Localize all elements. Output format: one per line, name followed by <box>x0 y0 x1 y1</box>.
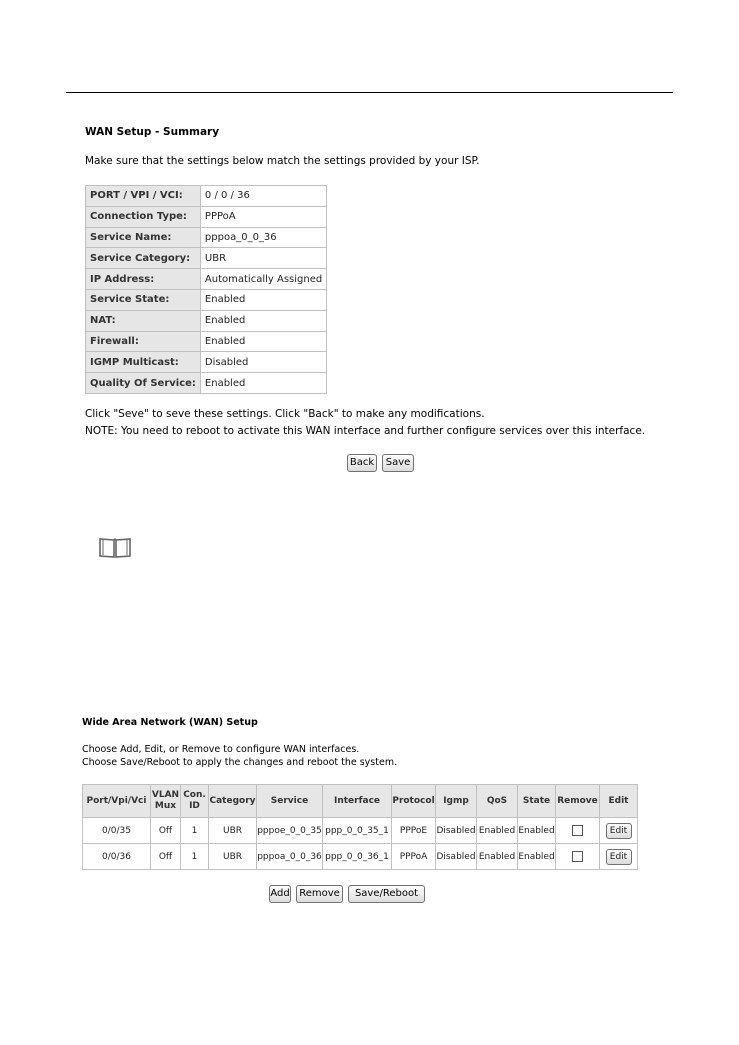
cell-category: UBR <box>209 818 257 844</box>
cell-protocol: PPPoA <box>392 844 436 870</box>
summary-label: NAT: <box>86 310 201 331</box>
summary-value: UBR <box>200 248 326 269</box>
header-rule <box>66 92 673 93</box>
cell-igmp: Disabled <box>436 844 477 870</box>
cell-protocol: PPPoE <box>392 818 436 844</box>
cell-category: UBR <box>209 844 257 870</box>
column-header: Igmp <box>436 785 477 818</box>
summary-row <box>86 352 327 373</box>
summary-row <box>86 269 327 290</box>
column-header: Remove <box>556 785 600 818</box>
edit-button[interactable]: Edit <box>606 823 632 839</box>
column-header: Protocol <box>392 785 436 818</box>
column-header: VLAN Mux <box>151 785 181 818</box>
column-header: Con. ID <box>181 785 209 818</box>
wan-setup-title: Wide Area Network (WAN) Setup <box>82 717 258 728</box>
wan-intro-line2: Choose Save/Reboot to apply the changes and reboot the system. <box>82 757 398 768</box>
wan-interfaces-table <box>82 784 638 870</box>
cell-state: Enabled <box>518 818 556 844</box>
summary-value: Enabled <box>200 289 326 310</box>
summary-row <box>86 310 327 331</box>
book-icon <box>98 536 132 558</box>
summary-row <box>86 206 327 227</box>
summary-row <box>86 248 327 269</box>
remove-checkbox[interactable] <box>572 825 583 836</box>
add-button[interactable]: Add <box>269 885 291 903</box>
cell-vlan-mux: Off <box>151 844 181 870</box>
column-header: Category <box>209 785 257 818</box>
summary-label: PORT / VPI / VCI: <box>86 186 201 207</box>
cell-interface: ppp_0_0_36_1 <box>323 844 392 870</box>
summary-label: IP Address: <box>86 269 201 290</box>
cell-remove <box>556 844 600 870</box>
summary-value: Enabled <box>200 373 326 394</box>
column-header: Edit <box>600 785 638 818</box>
summary-label: Connection Type: <box>86 206 201 227</box>
back-button[interactable]: Back <box>347 454 377 472</box>
column-header: Port/Vpi/Vci <box>83 785 151 818</box>
table-row <box>83 818 638 844</box>
summary-value: Disabled <box>200 352 326 373</box>
cell-qos: Enabled <box>477 844 518 870</box>
summary-row <box>86 289 327 310</box>
summary-value: 0 / 0 / 36 <box>200 186 326 207</box>
cell-interface: ppp_0_0_35_1 <box>323 818 392 844</box>
summary-table <box>85 185 327 394</box>
wan-intro-line1: Choose Add, Edit, or Remove to configure WAN interfaces. <box>82 744 360 755</box>
remove-button[interactable]: Remove <box>296 885 343 903</box>
cell-qos: Enabled <box>477 818 518 844</box>
cell-edit <box>600 844 638 870</box>
cell-port: 0/0/35 <box>83 818 151 844</box>
summary-value: Enabled <box>200 310 326 331</box>
table-row <box>83 844 638 870</box>
summary-label: Service State: <box>86 289 201 310</box>
cell-remove <box>556 818 600 844</box>
summary-value: pppoa_0_0_36 <box>200 227 326 248</box>
summary-row <box>86 186 327 207</box>
summary-value: PPPoA <box>200 206 326 227</box>
summary-label: Service Name: <box>86 227 201 248</box>
remove-checkbox[interactable] <box>572 851 583 862</box>
summary-row <box>86 373 327 394</box>
column-header: State <box>518 785 556 818</box>
summary-save-instructions: Click "Seve" to seve these settings. Click "Back" to make any modifications. <box>85 408 485 420</box>
summary-reboot-note: NOTE: You need to reboot to activate this WAN interface and further configure services over this interface. <box>85 425 646 437</box>
cell-con-id: 1 <box>181 818 209 844</box>
save-reboot-button[interactable]: Save/Reboot <box>348 885 425 903</box>
table-header-row <box>83 785 638 818</box>
edit-button[interactable]: Edit <box>606 849 632 865</box>
cell-service: pppoe_0_0_35 <box>257 818 323 844</box>
cell-con-id: 1 <box>181 844 209 870</box>
summary-title: WAN Setup - Summary <box>85 126 220 138</box>
summary-label: IGMP Multicast: <box>86 352 201 373</box>
summary-label: Service Category: <box>86 248 201 269</box>
column-header: Service <box>257 785 323 818</box>
summary-intro: Make sure that the settings below match the settings provided by your ISP. <box>85 155 480 167</box>
cell-service: pppoa_0_0_36 <box>257 844 323 870</box>
cell-port: 0/0/36 <box>83 844 151 870</box>
summary-row <box>86 331 327 352</box>
summary-value: Automatically Assigned <box>200 269 326 290</box>
cell-edit <box>600 818 638 844</box>
column-header: QoS <box>477 785 518 818</box>
summary-value: Enabled <box>200 331 326 352</box>
cell-state: Enabled <box>518 844 556 870</box>
summary-label: Quality Of Service: <box>86 373 201 394</box>
cell-vlan-mux: Off <box>151 818 181 844</box>
save-button[interactable]: Save <box>382 454 414 472</box>
summary-row <box>86 227 327 248</box>
wan-summary-section <box>85 126 480 167</box>
summary-label: Firewall: <box>86 331 201 352</box>
cell-igmp: Disabled <box>436 818 477 844</box>
column-header: Interface <box>323 785 392 818</box>
